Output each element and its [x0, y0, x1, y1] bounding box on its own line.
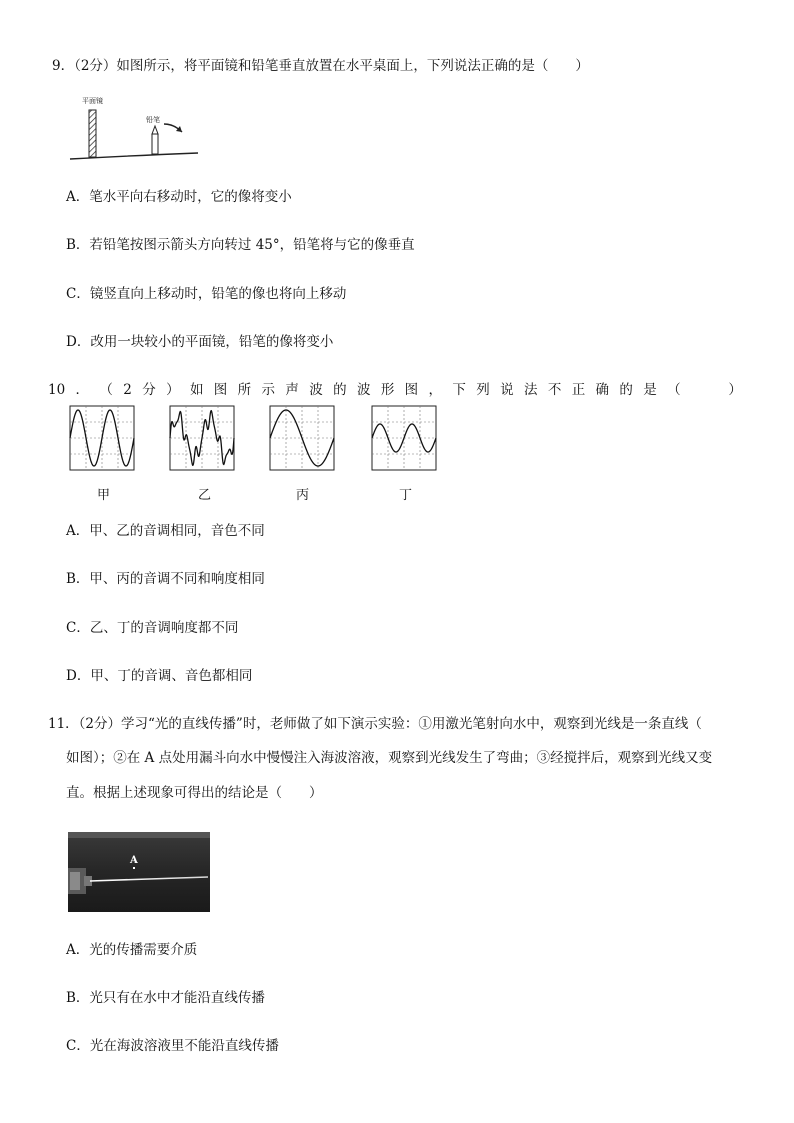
- option-10-c: C．乙、丁的音调响度都不同: [66, 620, 239, 636]
- question-10-stem-char: 图: [404, 382, 419, 398]
- option-11-b: B．光只有在水中才能沿直线传播: [66, 990, 265, 1006]
- question-10-stem-char: 是: [643, 382, 657, 398]
- sound-wave-figures: [62, 404, 452, 504]
- question-10-stem-char: ，: [428, 382, 443, 398]
- question-10-stem-char: 波: [356, 382, 371, 398]
- question-10-stem-char: 形: [380, 382, 395, 398]
- mirror-pencil-figure: [64, 92, 204, 164]
- option-11-c: C．光在海波溶液里不能沿直线传播: [66, 1038, 279, 1054]
- question-10-stem-char: 如: [189, 382, 204, 398]
- question-10-stem-char: ）: [728, 382, 742, 398]
- question-10-stem-char: 分: [142, 382, 156, 398]
- pencil-label: 铅笔: [146, 116, 160, 124]
- option-9-d: D．改用一块较小的平面镜，铅笔的像将变小: [66, 334, 334, 350]
- question-10-stem-char: ）: [166, 382, 180, 398]
- option-9-c: C．镜竖直向上移动时，铅笔的像也将向上移动: [66, 286, 347, 302]
- question-10-stem-char: 所: [237, 382, 252, 398]
- question-10-stem-char: 列: [476, 382, 490, 398]
- question-10-stem-char: ．: [75, 382, 90, 398]
- question-10-stem-char: 示: [261, 382, 276, 398]
- point-a-marker: [133, 867, 135, 869]
- option-10-a: A．甲、乙的音调相同，音色不同: [66, 523, 265, 539]
- question-10-stem-char: 2: [123, 382, 132, 398]
- question-10-stem-char: 说: [500, 382, 514, 398]
- question-10-stem-char: 的: [333, 382, 347, 398]
- question-10-stem-char: （: [99, 382, 113, 398]
- question-10-stem-char: 正: [571, 382, 586, 398]
- option-11-a: A．光的传播需要介质: [66, 942, 198, 958]
- option-9-b: B．若铅笔按图示箭头方向转过 45°，铅笔将与它的像垂直: [66, 237, 415, 253]
- question-10-stem-char: 的: [619, 382, 633, 398]
- question-10-stem-char: 图: [213, 382, 228, 398]
- wave-label-yi: 乙: [198, 488, 212, 503]
- waveform-ding: [372, 406, 436, 470]
- waveform-yi: [170, 406, 234, 470]
- question-10-stem-char: [691, 380, 718, 400]
- option-10-d: D．甲、丁的音调、音色都相同: [66, 668, 253, 684]
- mirror-label: 平面镜: [82, 97, 103, 105]
- question-10-stem-char: （: [667, 382, 681, 398]
- wave-label-bing: 丙: [296, 488, 310, 503]
- question-10-stem-char: 确: [595, 382, 610, 398]
- point-a-label: A: [130, 855, 138, 866]
- question-9-stem: 9．（2分）如图所示，将平面镜和铅笔垂直放置在水平桌面上，下列说法正确的是（ ）: [52, 58, 589, 74]
- question-10-stem-char: 波: [309, 382, 323, 398]
- question-11-stem-line-2: 如图）；②在 A 点处用漏斗向水中慢慢注入海波溶液，观察到光线发生了弯曲；③经搅拌后，观察到光线又变: [66, 750, 713, 766]
- question-10-stem-char: 不: [547, 382, 562, 398]
- question-11-stem-line-3: 直。根据上述现象可得出的结论是（ ）: [66, 785, 323, 801]
- question-10-stem-char: 下: [452, 382, 466, 398]
- wave-label-ding: 丁: [399, 488, 413, 503]
- wave-label-jia: 甲: [97, 488, 111, 503]
- question-10-stem-char: 10: [48, 382, 66, 398]
- waveform-bing: [270, 406, 334, 470]
- laser-water-photo: [68, 832, 210, 912]
- question-10-stem-char: 声: [285, 382, 299, 398]
- plane-mirror: [89, 110, 96, 157]
- option-10-b: B．甲、丙的音调不同和响度相同: [66, 571, 265, 587]
- pencil: [152, 126, 158, 154]
- question-11-stem-line-1: 11．（2分）学习“光的直线传播”时，老师做了如下演示实验：①用激光笔射向水中，观察到光线是一条直线（: [48, 716, 702, 732]
- option-9-a: A．笔水平向右移动时，它的像将变小: [66, 189, 292, 205]
- question-10-stem-char: 法: [523, 382, 538, 398]
- waveform-jia: [70, 406, 134, 470]
- question-10-stem: [48, 380, 742, 400]
